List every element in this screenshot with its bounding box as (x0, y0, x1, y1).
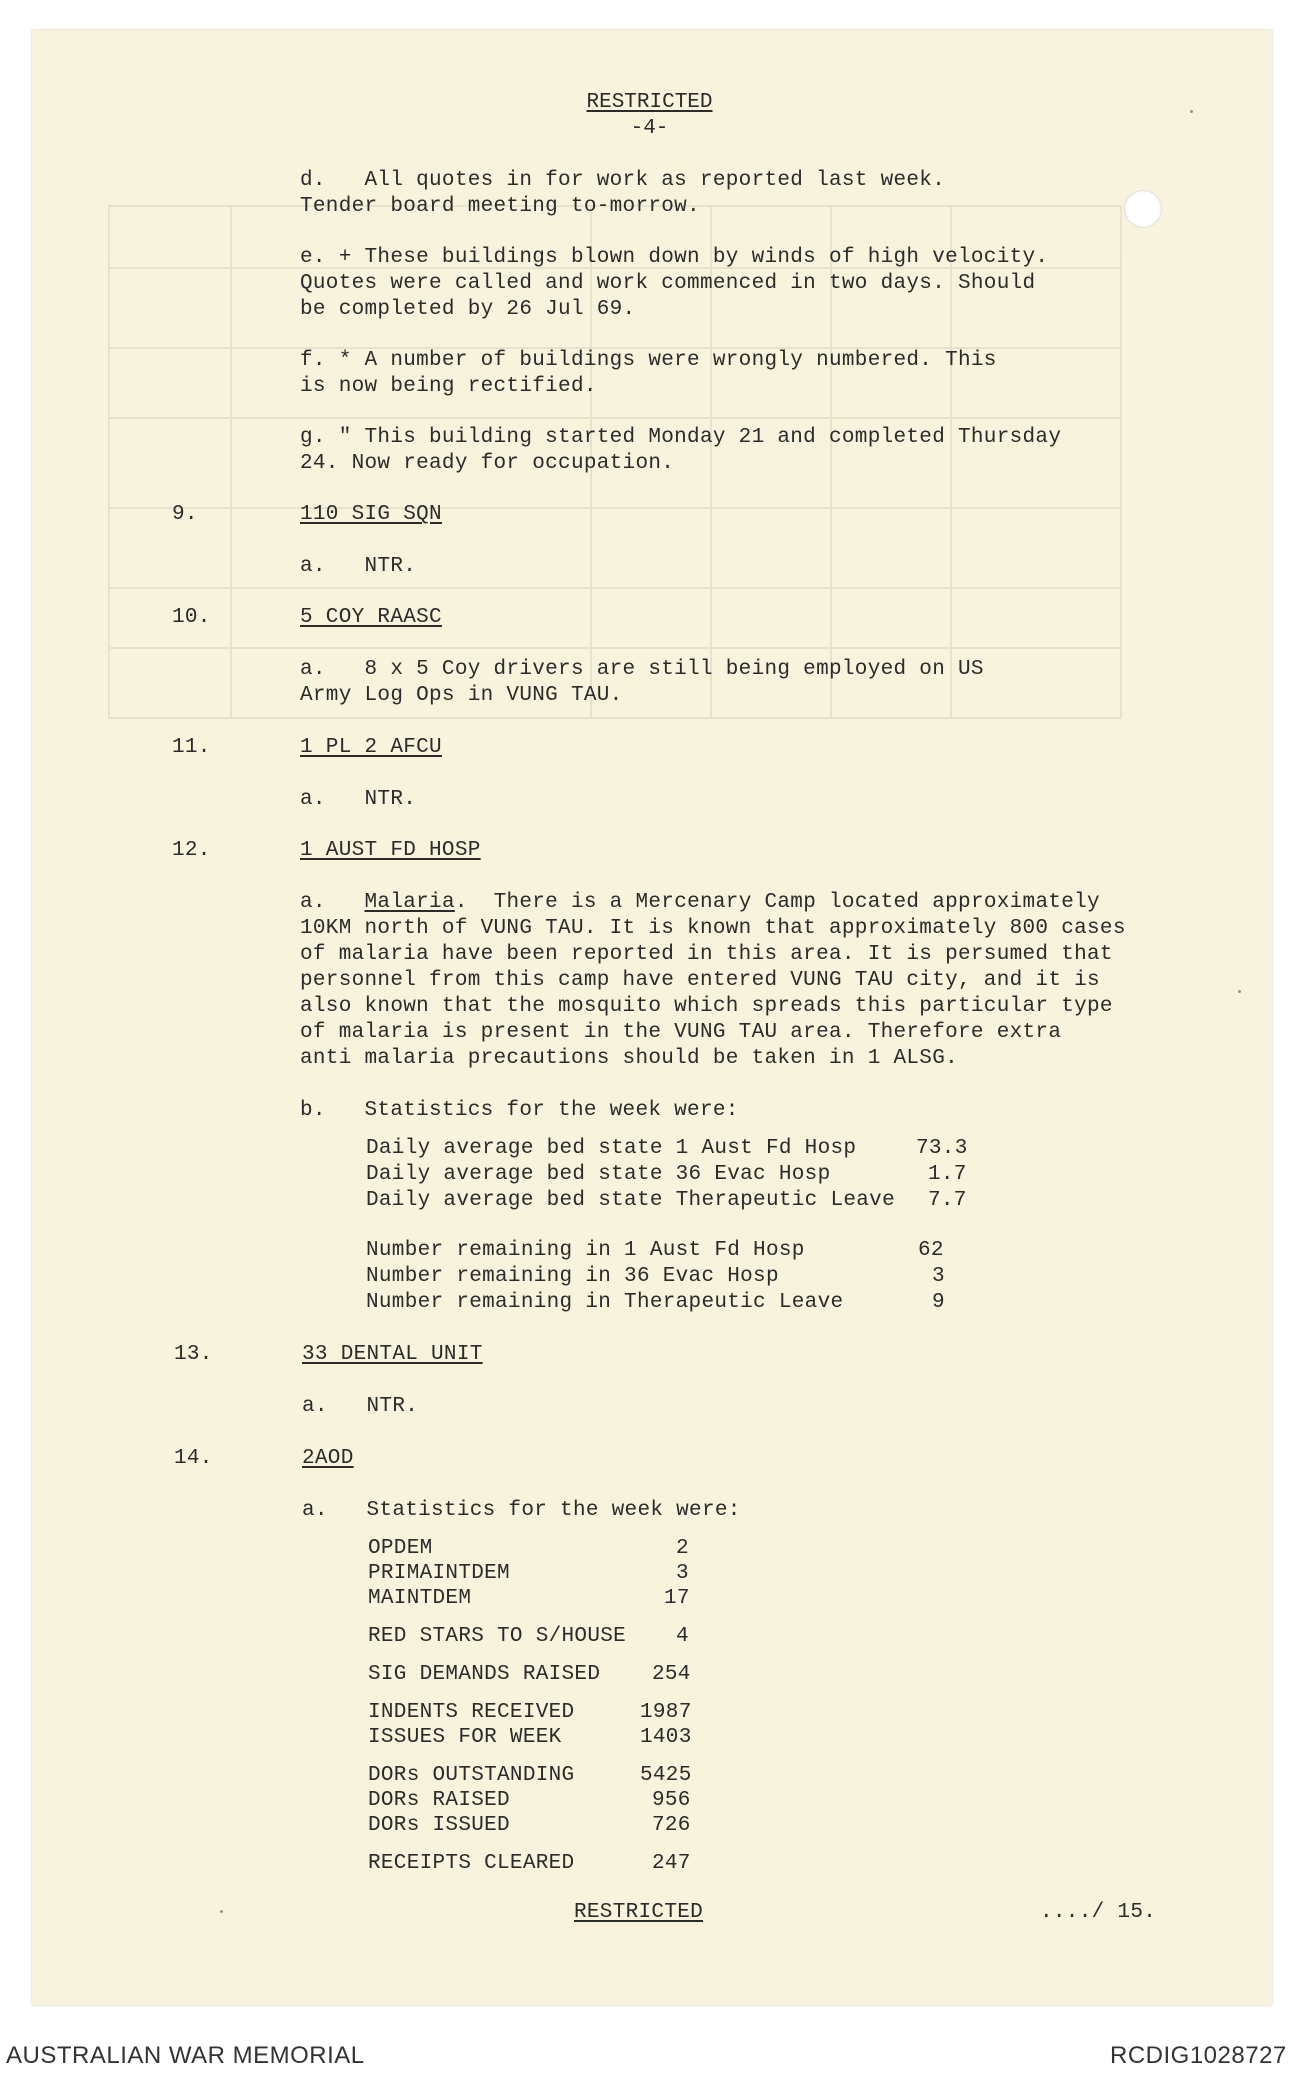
note-e-line-2: Quotes were called and work commenced in two days. Should (300, 272, 1036, 295)
section-item: a. NTR. (300, 788, 417, 811)
section-title: 5 COY RAASC (300, 606, 442, 629)
malaria-line: of malaria is present in the VUNG TAU area. Therefore extra (300, 1021, 1062, 1044)
malaria-line: of malaria have been reported in this area. It is persumed that (300, 943, 1113, 966)
malaria-line: also known that the mosquito which spreads this particular type (300, 995, 1113, 1018)
aod-stat-label: OPDEM (368, 1537, 433, 1560)
hosp-stats-intro: b. Statistics for the week were: (300, 1099, 739, 1122)
aod-stat-label: DORs ISSUED (368, 1814, 510, 1837)
remaining-label: Number remaining in Therapeutic Leave (366, 1291, 844, 1314)
aod-stat-value: 956 (652, 1789, 691, 1812)
aod-stat-value: 2 (676, 1537, 689, 1560)
note-d-line-2: Tender board meeting to-morrow. (300, 195, 700, 218)
bed-state-label: Daily average bed state Therapeutic Leave (366, 1189, 895, 1212)
aod-stat-value: 1987 (640, 1701, 692, 1724)
note-e-line-3: be completed by 26 Jul 69. (300, 298, 636, 321)
section-number: 13. (174, 1343, 213, 1366)
malaria-line: personnel from this camp have entered VUNG TAU city, and it is (300, 969, 1100, 992)
aod-stat-value: 726 (652, 1814, 691, 1837)
remaining-value: 9 (932, 1291, 945, 1314)
page-number: -4- (630, 117, 669, 140)
note-g-line-2: 24. Now ready for occupation. (300, 452, 675, 475)
note-g-line-1: g. " This building started Monday 21 and completed Thursday (300, 426, 1062, 449)
remaining-value: 3 (932, 1265, 945, 1288)
bed-state-value: 7.7 (928, 1189, 967, 1212)
section-number: 9. (172, 503, 198, 526)
section-title: 1 PL 2 AFCU (300, 736, 442, 759)
section-number: 14. (174, 1447, 213, 1470)
section-title: 33 DENTAL UNIT (302, 1343, 483, 1366)
paper-speck (220, 1910, 223, 1913)
bed-state-value: 1.7 (928, 1163, 967, 1186)
aod-stat-value: 3 (676, 1562, 689, 1585)
section-number: 10. (172, 606, 211, 629)
aod-stat-value: 254 (652, 1663, 691, 1686)
aod-stat-label: DORs RAISED (368, 1789, 510, 1812)
aod-stat-label: RECEIPTS CLEARED (368, 1852, 575, 1875)
aod-stat-label: MAINTDEM (368, 1587, 472, 1610)
aod-stat-label: RED STARS TO S/HOUSE (368, 1625, 627, 1648)
footer-classification: RESTRICTED (574, 1901, 704, 1924)
aod-stat-label: ISSUES FOR WEEK (368, 1726, 562, 1749)
malaria-line: anti malaria precautions should be taken in 1 ALSG. (300, 1047, 959, 1070)
aod-stat-label: INDENTS RECEIVED (368, 1701, 575, 1724)
remaining-label: Number remaining in 36 Evac Hosp (366, 1265, 779, 1288)
aod-stats-intro: a. Statistics for the week were: (302, 1499, 741, 1522)
archive-reference: RCDIG1028727 (1110, 2042, 1287, 2069)
aod-stat-label: PRIMAINTDEM (368, 1562, 510, 1585)
malaria-label: a. (300, 891, 326, 914)
aod-stat-label: DORs OUTSTANDING (368, 1764, 575, 1787)
remaining-value: 62 (918, 1239, 944, 1262)
aod-stat-value: 4 (676, 1625, 689, 1648)
section-title: 2AOD (302, 1447, 354, 1470)
malaria-term: Malaria (364, 891, 455, 914)
punch-hole (1124, 190, 1162, 228)
aod-stat-value: 17 (664, 1587, 690, 1610)
section-item: a. NTR. (302, 1395, 419, 1418)
section-number: 11. (172, 736, 211, 759)
continuation-marker: ..../ 15. (1040, 1901, 1157, 1924)
malaria-paragraph-line-1 (300, 890, 1100, 916)
remaining-label: Number remaining in 1 Aust Fd Hosp (366, 1239, 805, 1262)
note-f-line-2: is now being rectified. (300, 375, 597, 398)
archive-name: AUSTRALIAN WAR MEMORIAL (6, 2042, 365, 2069)
aod-stat-value: 247 (652, 1852, 691, 1875)
note-e-line-1: e. + These buildings blown down by winds of high velocity. (300, 246, 1049, 269)
aod-stat-label: SIG DEMANDS RAISED (368, 1663, 601, 1686)
paper-speck (1238, 990, 1241, 993)
section-item-line-1: a. 8 x 5 Coy drivers are still being employed on US (300, 658, 984, 681)
bed-state-label: Daily average bed state 36 Evac Hosp (366, 1163, 831, 1186)
section-title: 110 SIG SQN (300, 503, 442, 526)
section-item-line-2: Army Log Ops in VUNG TAU. (300, 684, 623, 707)
header-classification: RESTRICTED (586, 91, 713, 114)
bed-state-value: 73.3 (916, 1137, 968, 1160)
note-d-line-1: d. All quotes in for work as reported last week. (300, 169, 946, 192)
section-title: 1 AUST FD HOSP (300, 839, 481, 862)
aod-stat-value: 5425 (640, 1764, 692, 1787)
malaria-first-rest: . There is a Mercenary Camp located approximately (454, 891, 1100, 914)
section-number: 12. (172, 839, 211, 862)
malaria-line: 10KM north of VUNG TAU. It is known that approximately 800 cases (300, 917, 1126, 940)
aod-stat-value: 1403 (640, 1726, 692, 1749)
note-f-line-1: f. * A number of buildings were wrongly numbered. This (300, 349, 997, 372)
section-item: a. NTR. (300, 555, 417, 578)
bed-state-label: Daily average bed state 1 Aust Fd Hosp (366, 1137, 857, 1160)
